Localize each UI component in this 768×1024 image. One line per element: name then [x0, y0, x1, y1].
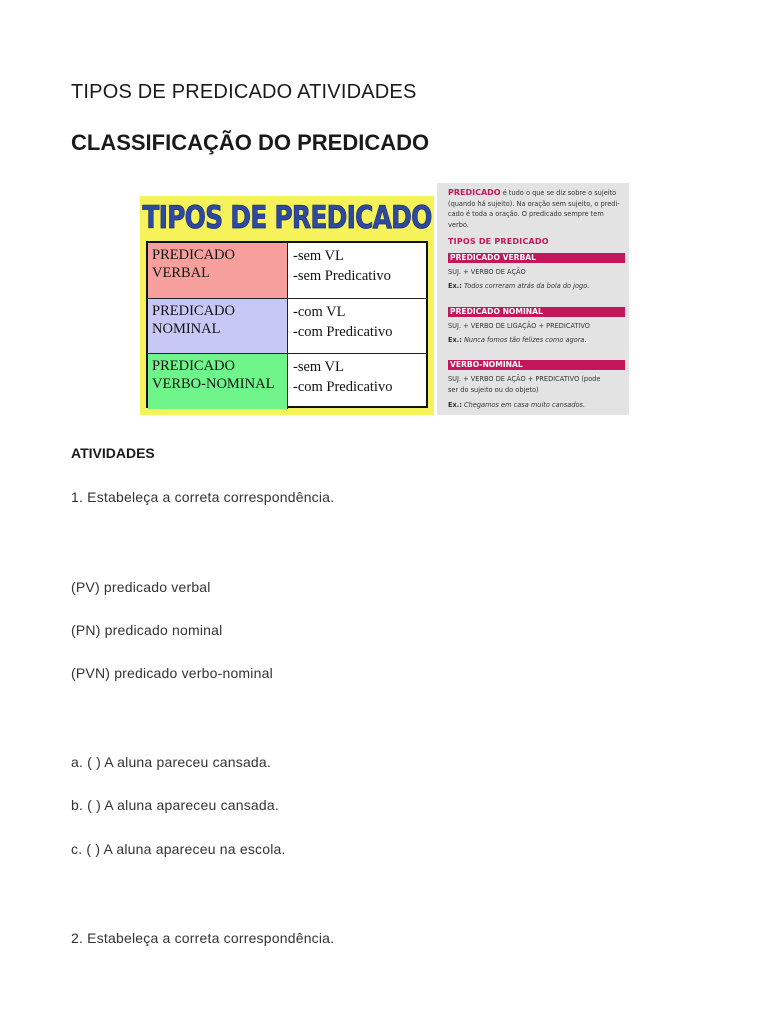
- question-2: 2. Estabeleça a correta correspondência.: [71, 930, 335, 946]
- activities-heading: ATIVIDADES: [71, 445, 155, 461]
- verbal-label-bar: PREDICADO VERBAL: [448, 253, 625, 263]
- option-pvn: (PVN) predicado verbo-nominal: [71, 665, 273, 681]
- predicate-info-card-image: [437, 183, 629, 415]
- predicate-rule-cell: -com VL -com Predicativo: [293, 304, 393, 340]
- nominal-example: Ex.: Nunca fomos tão felizes como agora.: [448, 336, 587, 344]
- nominal-label-bar: PREDICADO NOMINAL: [448, 307, 625, 317]
- verbo-nominal-example: Ex.: Chegamos em casa muito cansados.: [448, 401, 586, 409]
- nominal-rule: SUJ. + VERBO DE LIGAÇÃO + PREDICATIVO: [448, 322, 590, 330]
- verbal-example: Ex.: Todos correram atrás da bola do jogo.: [448, 282, 590, 290]
- predicate-type-cell: PREDICADO VERBO-NOMINAL: [148, 354, 288, 409]
- predicate-rule-cell: -sem VL -sem Predicativo: [293, 248, 391, 284]
- option-pv: (PV) predicado verbal: [71, 579, 211, 595]
- predicate-type-cell: PREDICADO NOMINAL: [148, 299, 288, 354]
- predicate-type-cell: PREDICADO VERBAL: [148, 243, 288, 298]
- table-row: [148, 243, 426, 298]
- item-b: b. ( ) A aluna apareceu cansada.: [71, 797, 279, 813]
- predicate-types-table-image: [140, 196, 434, 415]
- item-a: a. ( ) A aluna pareceu cansada.: [71, 754, 271, 770]
- table-banner: TIPOS DE PREDICADO: [142, 198, 432, 236]
- verbo-nominal-rule-cont: ser do sujeito ou do objeto): [448, 386, 539, 394]
- card-heading: TIPOS DE PREDICADO: [448, 237, 549, 246]
- section-title: CLASSIFICAÇÃO DO PREDICADO: [71, 130, 430, 155]
- question-1: 1. Estabeleça a correta correspondência.: [71, 489, 335, 505]
- predicate-table: [146, 241, 428, 408]
- table-row: [148, 298, 426, 354]
- option-pn: (PN) predicado nominal: [71, 622, 223, 638]
- predicate-rule-cell: -sem VL -com Predicativo: [293, 359, 393, 395]
- page-title: TIPOS DE PREDICADO ATIVIDADES: [71, 81, 417, 103]
- verbo-nominal-rule: SUJ. + VERBO DE AÇÃO + PREDICATIVO (pode: [448, 375, 601, 383]
- verbal-rule: SUJ. + VERBO DE AÇÃO: [448, 268, 526, 276]
- item-c: c. ( ) A aluna apareceu na escola.: [71, 841, 286, 857]
- predicate-definition: PREDICADO é tudo o que se diz sobre o sujeito (quando há sujeito). Na oração sem sujeito, o predi- cado é toda a oração. O predicado sempre tem verbo.: [448, 188, 620, 229]
- table-row: [148, 353, 426, 409]
- verbo-nominal-label-bar: VERBO-NOMINAL: [448, 360, 625, 370]
